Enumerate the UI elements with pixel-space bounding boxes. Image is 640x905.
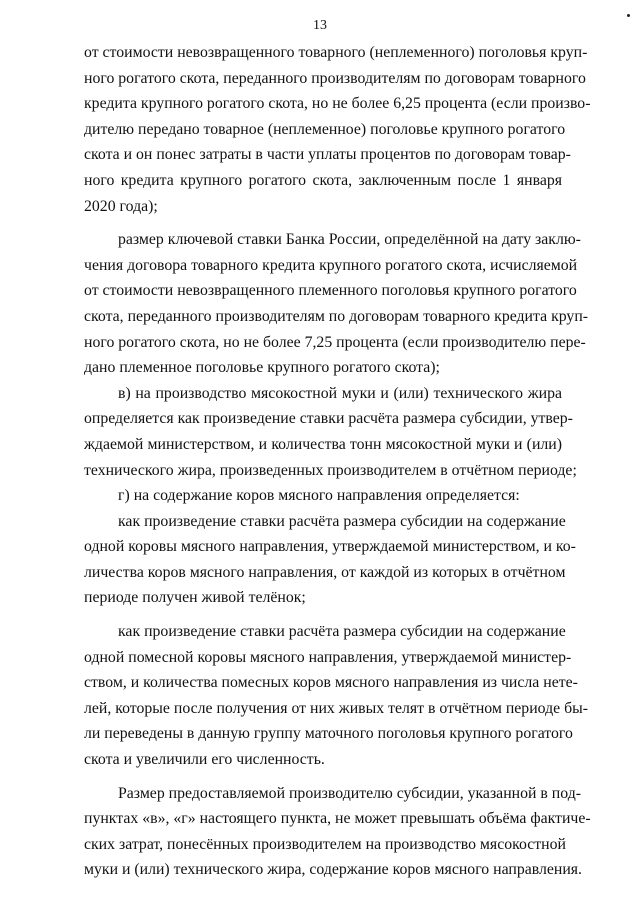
text-line: периоде получен живой телёнок; [84, 589, 306, 607]
text-line: чения договора товарного кредита крупного рогатого скота, исчисляемой [84, 256, 578, 274]
text-line: одной помесной коровы мясного направления, утверждаемой министер- [84, 648, 572, 666]
paragraph-1 [84, 40, 591, 219]
text-line: от стоимости невозвращенного товарного (неплеменного) поголовья круп- [84, 44, 588, 61]
text-line: от стоимости невозвращенного племенного поголовья крупного рогатого [84, 282, 577, 300]
text-line: скота, переданного производителям по договорам товарного кредита круп- [84, 307, 589, 325]
text-line: пунктах «в», «г» настоящего пункта, не может превышать объёма фактиче- [84, 810, 591, 828]
paragraph-5 [84, 509, 576, 611]
text-line: определяется как произведение ставки расчёта размера субсидии, утвер- [84, 410, 573, 428]
text-line: одной коровы мясного направления, утверждаемой министерством, и ко- [84, 538, 576, 556]
scan-speck [627, 14, 630, 17]
text-line: ного рогатого скота, переданного производителям по договорам товарного [84, 69, 586, 87]
paragraph-6 [84, 619, 589, 773]
text-line: размер ключевой ставки Банка России, определённой на дату заклю- [118, 231, 581, 249]
text-line: ских затрат, понесённых производителем на производство мясокостной [84, 835, 566, 853]
text-line: как произведение ставки расчёта размера субсидии на содержание [118, 512, 566, 530]
paragraph-4 [84, 483, 562, 509]
text-line: скота и увеличили его численность. [84, 751, 325, 769]
text-line: как произведение ставки расчёта размера субсидии на содержание [118, 623, 566, 641]
text-line: г) на содержание коров мясного направления определяется: [118, 487, 520, 505]
text-line: ного кредита крупного рогатого скота, заключенным после 1 января [84, 171, 562, 189]
text-line: в) на производство мясокостной муки и (или) технического жира [118, 384, 562, 402]
text-line: ного рогатого скота, но не более 7,25 процента (если производителю пере- [84, 333, 586, 351]
paragraph-3 [84, 381, 577, 483]
text-line: скота и он понес затраты в части уплаты процентов по договорам товар- [84, 146, 571, 164]
text-line: 2020 года); [84, 197, 158, 215]
text-line: технического жира, произведенных производителем в отчётном периоде; [84, 461, 577, 479]
paragraph-2 [84, 227, 589, 381]
page-number: 13 [313, 18, 327, 33]
text-line: ли переведены в данную группу маточного поголовья крупного рогатого [84, 725, 573, 743]
text-line: дано племенное поголовье крупного рогатого скота); [84, 359, 440, 377]
text-line: лей, которые после получения от них живых телят в отчётном периоде бы- [84, 699, 589, 717]
text-line: ством, и количества помесных коров мясного направления из числа нете- [84, 674, 578, 692]
document-body [84, 40, 591, 883]
text-line: кредита крупного рогатого скота, но не более 6,25 процента (если произво- [84, 95, 591, 113]
text-line: Размер предоставляемой производителю субсидии, указанной в под- [118, 784, 582, 802]
text-line: дителю передано товарное (неплеменное) поголовье крупного рогатого [84, 120, 566, 138]
text-line: личества коров мясного направления, от каждой из которых в отчётном [84, 563, 566, 581]
text-line: ждаемой министерством, и количества тонн мясокостной муки и (или) [84, 435, 562, 453]
paragraph-7 [84, 781, 591, 883]
text-line: муки и (или) технического жира, содержание коров мясного направления. [84, 861, 583, 879]
